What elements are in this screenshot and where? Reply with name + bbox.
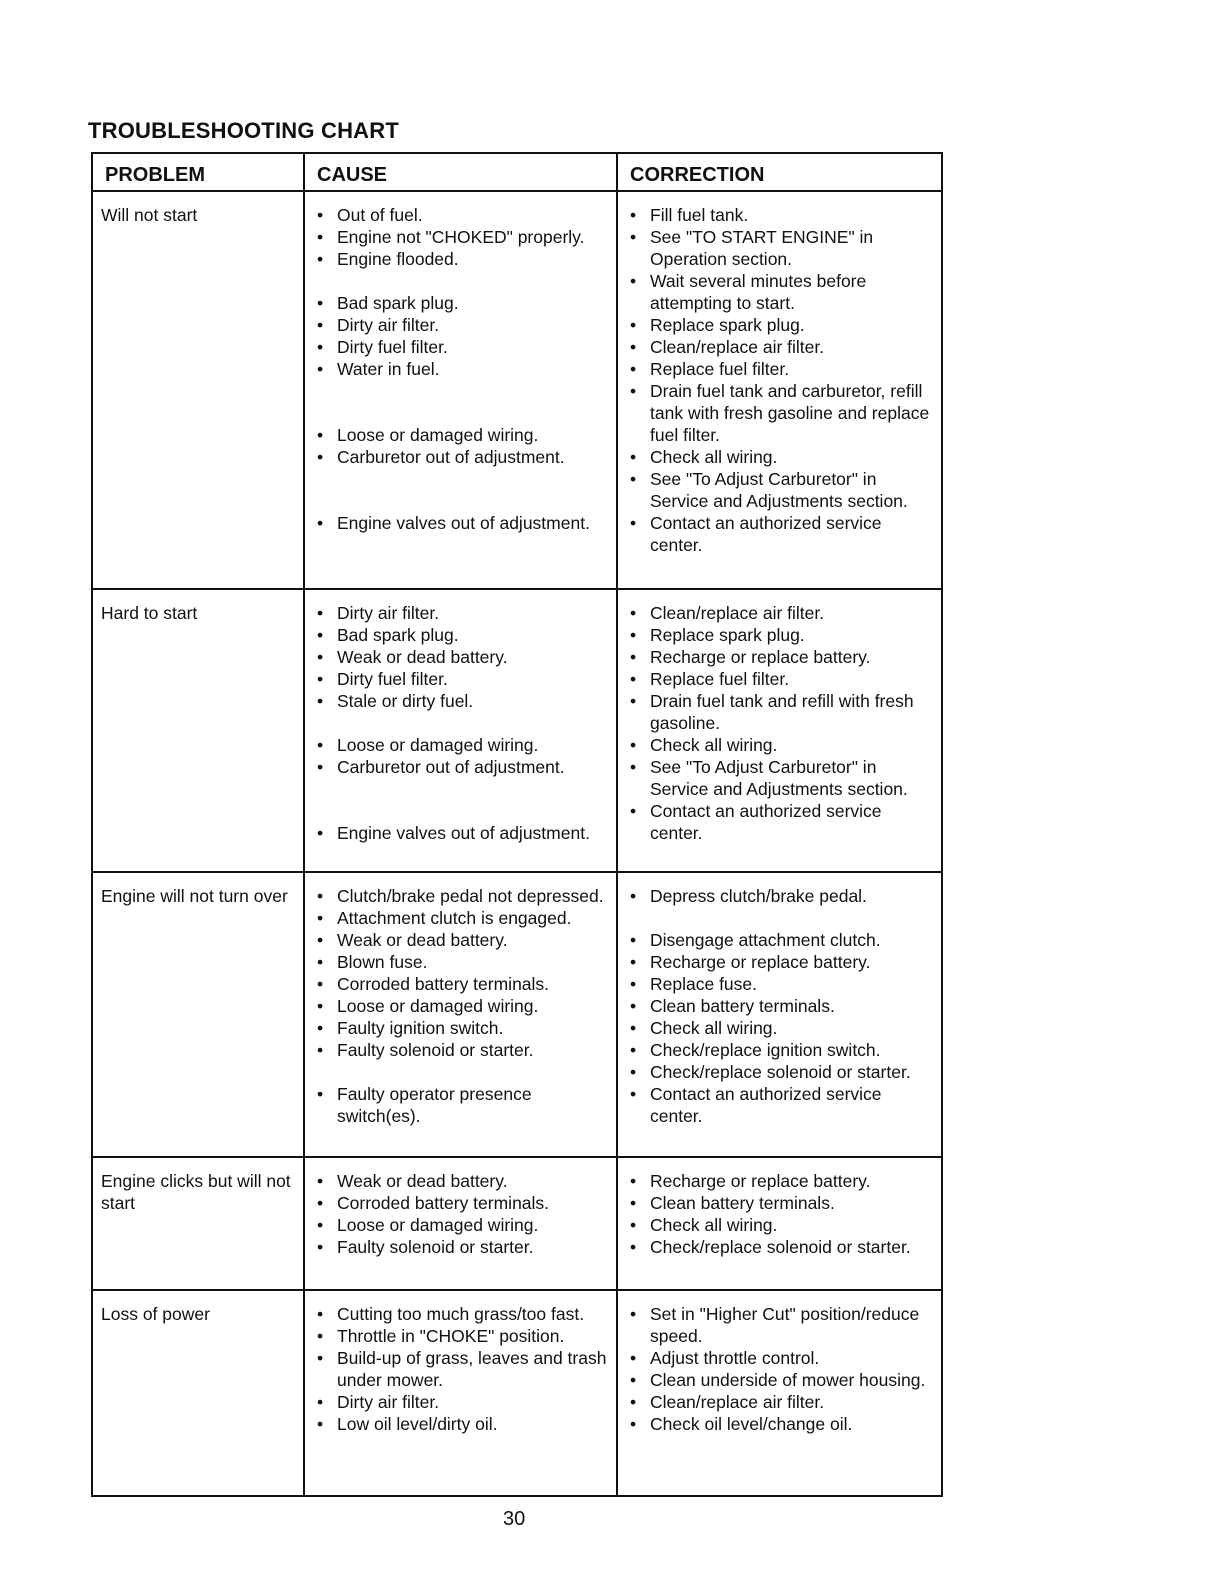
correction-item: • Fill fuel tank.	[626, 204, 933, 226]
correction-item: • Check oil level/change oil.	[626, 1413, 933, 1435]
correction-item: • Contact an authorized service center.	[626, 512, 933, 556]
cause-item: • Stale or dirty fuel.	[313, 690, 608, 712]
correction-item: • Check all wiring.	[626, 446, 933, 468]
cause-cell	[304, 872, 617, 1157]
problem-cell: Will not start	[92, 191, 304, 589]
correction-item: • Depress clutch/brake pedal.	[626, 885, 933, 907]
cause-item: • Faulty operator presence switch(es).	[313, 1083, 608, 1127]
cause-cell	[304, 1290, 617, 1496]
cause-item: • Weak or dead battery.	[313, 1170, 608, 1192]
correction-list	[626, 204, 933, 556]
cause-list	[313, 1170, 608, 1258]
cause-item: • Weak or dead battery.	[313, 646, 608, 668]
correction-item: • See "TO START ENGINE" in Operation section.	[626, 226, 933, 270]
cause-item: • Out of fuel.	[313, 204, 608, 226]
cause-item: • Faulty solenoid or starter.	[313, 1039, 608, 1061]
correction-item: • Drain fuel tank and carburetor, refill tank with fresh gasoline and replace fuel filter.	[626, 380, 933, 446]
table-row	[92, 1290, 942, 1496]
cause-item: • Loose or damaged wiring.	[313, 424, 608, 446]
cause-item: • Dirty air filter.	[313, 602, 608, 624]
correction-item: • Replace spark plug.	[626, 314, 933, 336]
correction-item: • See "To Adjust Carburetor" in Service and Adjustments section.	[626, 468, 933, 512]
correction-item: • Replace fuse.	[626, 973, 933, 995]
cause-item: • Corroded battery terminals.	[313, 1192, 608, 1214]
cause-item: • Weak or dead battery.	[313, 929, 608, 951]
cause-item: • Loose or damaged wiring.	[313, 995, 608, 1017]
troubleshooting-table	[91, 152, 943, 1497]
correction-item: • Clean battery terminals.	[626, 1192, 933, 1214]
cause-item: • Loose or damaged wiring.	[313, 734, 608, 756]
correction-item: • Check/replace solenoid or starter.	[626, 1236, 933, 1258]
table-row	[92, 191, 942, 589]
correction-cell	[617, 191, 942, 589]
table-row	[92, 589, 942, 872]
correction-item: • Clean battery terminals.	[626, 995, 933, 1017]
correction-item: • Contact an authorized service center.	[626, 1083, 933, 1127]
cause-item: • Faulty ignition switch.	[313, 1017, 608, 1039]
correction-item: • Clean/replace air filter.	[626, 602, 933, 624]
correction-item: • Clean/replace air filter.	[626, 336, 933, 358]
correction-item: • Check all wiring.	[626, 734, 933, 756]
correction-item: • See "To Adjust Carburetor" in Service and Adjustments section.	[626, 756, 933, 800]
cause-list	[313, 204, 608, 534]
correction-cell	[617, 589, 942, 872]
cause-item: • Low oil level/dirty oil.	[313, 1413, 608, 1435]
table-row	[92, 872, 942, 1157]
correction-item: • Clean underside of mower housing.	[626, 1369, 933, 1391]
cause-cell	[304, 191, 617, 589]
cause-item: • Dirty fuel filter.	[313, 668, 608, 690]
cause-item: • Clutch/brake pedal not depressed.	[313, 885, 608, 907]
correction-item: • Set in "Higher Cut" position/reduce speed.	[626, 1303, 933, 1347]
cause-list	[313, 1303, 608, 1435]
cause-cell	[304, 1157, 617, 1290]
correction-item: • Replace fuel filter.	[626, 358, 933, 380]
correction-item: • Drain fuel tank and refill with fresh gasoline.	[626, 690, 933, 734]
correction-item: • Clean/replace air filter.	[626, 1391, 933, 1413]
cause-item: • Cutting too much grass/too fast.	[313, 1303, 608, 1325]
correction-item: • Adjust throttle control.	[626, 1347, 933, 1369]
header-cause: CAUSE	[304, 153, 617, 191]
chart-title: TROUBLESHOOTING CHART	[88, 118, 399, 143]
correction-item: • Wait several minutes before attempting to start.	[626, 270, 933, 314]
cause-item: • Engine flooded.	[313, 248, 608, 270]
problem-cell: Engine will not turn over	[92, 872, 304, 1157]
cause-item: • Bad spark plug.	[313, 292, 608, 314]
cause-item: • Faulty solenoid or starter.	[313, 1236, 608, 1258]
correction-item: • Check all wiring.	[626, 1017, 933, 1039]
correction-list	[626, 1170, 933, 1258]
cause-item: • Build-up of grass, leaves and trash under mower.	[313, 1347, 608, 1391]
cause-item: • Loose or damaged wiring.	[313, 1214, 608, 1236]
cause-item: • Carburetor out of adjustment.	[313, 756, 608, 778]
cause-item: • Throttle in "CHOKE" position.	[313, 1325, 608, 1347]
cause-item: • Dirty air filter.	[313, 1391, 608, 1413]
correction-item: • Check/replace ignition switch.	[626, 1039, 933, 1061]
problem-cell: Loss of power	[92, 1290, 304, 1496]
correction-cell	[617, 872, 942, 1157]
page-number: 30	[503, 1508, 526, 1530]
cause-item: • Engine not "CHOKED" properly.	[313, 226, 608, 248]
correction-item: • Disengage attachment clutch.	[626, 929, 933, 951]
cause-item: • Bad spark plug.	[313, 624, 608, 646]
cause-item: • Engine valves out of adjustment.	[313, 512, 608, 534]
correction-list	[626, 1303, 933, 1435]
cause-item: • Carburetor out of adjustment.	[313, 446, 608, 468]
correction-item: • Check/replace solenoid or starter.	[626, 1061, 933, 1083]
cause-cell	[304, 589, 617, 872]
cause-item: • Engine valves out of adjustment.	[313, 822, 608, 844]
correction-item: • Contact an authorized service center.	[626, 800, 933, 844]
correction-item: • Replace spark plug.	[626, 624, 933, 646]
correction-cell	[617, 1290, 942, 1496]
cause-list	[313, 602, 608, 844]
correction-list	[626, 602, 933, 844]
problem-cell: Hard to start	[92, 589, 304, 872]
correction-item: • Replace fuel filter.	[626, 668, 933, 690]
cause-item: • Dirty air filter.	[313, 314, 608, 336]
correction-item: • Check all wiring.	[626, 1214, 933, 1236]
cause-item: • Corroded battery terminals.	[313, 973, 608, 995]
correction-cell	[617, 1157, 942, 1290]
correction-item: • Recharge or replace battery.	[626, 646, 933, 668]
problem-cell: Engine clicks but will not start	[92, 1157, 304, 1290]
cause-item: • Water in fuel.	[313, 358, 608, 380]
cause-item: • Attachment clutch is engaged.	[313, 907, 608, 929]
table-row	[92, 1157, 942, 1290]
cause-item: • Dirty fuel filter.	[313, 336, 608, 358]
correction-item: • Recharge or replace battery.	[626, 1170, 933, 1192]
header-correction: CORRECTION	[617, 153, 942, 191]
correction-list	[626, 885, 933, 1127]
header-problem: PROBLEM	[92, 153, 304, 191]
cause-list	[313, 885, 608, 1127]
table-header-row	[92, 153, 942, 191]
cause-item: • Blown fuse.	[313, 951, 608, 973]
correction-item: • Recharge or replace battery.	[626, 951, 933, 973]
